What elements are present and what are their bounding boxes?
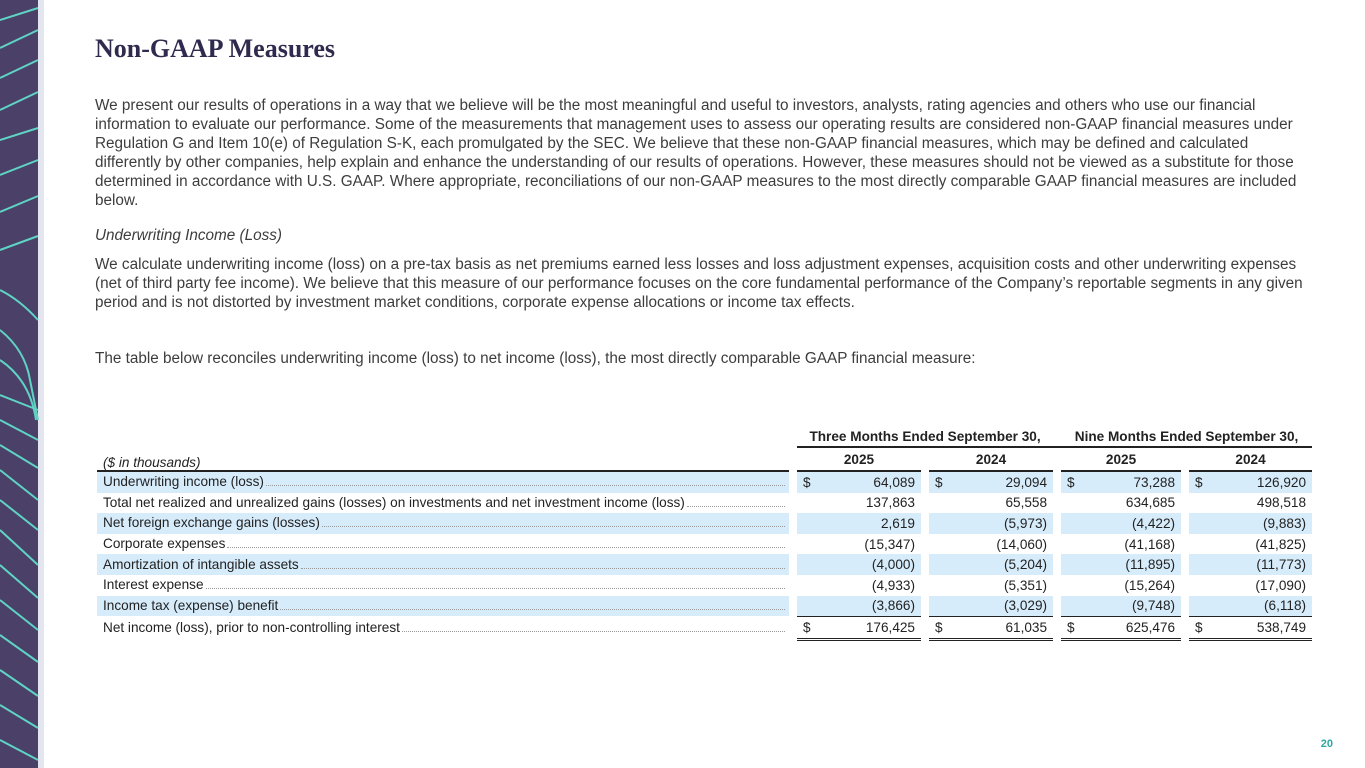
currency-symbol: $ <box>1189 616 1209 641</box>
value-cell: (6,118) <box>1209 596 1312 617</box>
row-label: Income tax (expense) benefit <box>103 597 279 613</box>
total-row <box>97 616 1312 641</box>
subheading: Underwriting Income (Loss) <box>95 227 283 244</box>
value-cell: (9,748) <box>1081 596 1181 617</box>
unit-label: ($ in thousands) <box>97 448 789 472</box>
reconciliation-table <box>97 426 1312 641</box>
value-cell: 2,619 <box>817 513 921 534</box>
year-header: 2024 <box>1189 448 1312 472</box>
value-cell: (11,773) <box>1209 554 1312 575</box>
value-cell: (41,168) <box>1124 536 1176 552</box>
value-cell: (3,029) <box>949 596 1053 617</box>
currency-symbol: $ <box>1189 472 1209 493</box>
table-row <box>97 493 1312 514</box>
nine-months-header: Nine Months Ended September 30, <box>1061 426 1312 448</box>
currency-symbol: $ <box>1061 472 1081 493</box>
value-cell: (41,825) <box>1255 536 1307 552</box>
decorative-sidebar-pattern <box>0 0 44 768</box>
table-row <box>97 575 1312 596</box>
value-cell: (5,204) <box>949 554 1053 575</box>
row-label: Underwriting income (loss) <box>103 474 264 490</box>
value-cell: (15,347) <box>864 536 915 552</box>
value-cell: (17,090) <box>1255 577 1307 593</box>
year-header: 2024 <box>929 448 1053 472</box>
currency-symbol: $ <box>797 472 817 493</box>
row-label: Corporate expenses <box>103 536 226 552</box>
currency-symbol: $ <box>1061 616 1081 641</box>
value-cell: (3,866) <box>817 596 921 617</box>
table-row <box>97 534 1312 555</box>
value-cell: 29,094 <box>949 472 1053 493</box>
value-cell: (9,883) <box>1209 513 1312 534</box>
value-cell: 137,863 <box>865 495 915 511</box>
currency-symbol: $ <box>797 616 817 641</box>
value-cell: (4,933) <box>871 577 915 593</box>
row-label: Total net realized and unrealized gains (losses) on investments and net investment income (loss) <box>103 494 685 510</box>
table-row <box>97 554 1312 575</box>
value-cell: 625,476 <box>1081 616 1181 641</box>
value-cell: (15,264) <box>1124 577 1176 593</box>
definition-paragraph: We calculate underwriting income (loss) on a pre-tax basis as net premiums earned less losses and loss adjustment expenses, acquisition costs and other underwriting expenses (net of third party fee income). We believe that this measure of our performance focuses on the core fundamental performance of the Company’s reportable segments in any given period and is not distorted by investment market conditions, corporate expense allocations or income tax effects. <box>95 256 1303 311</box>
value-cell: (5,973) <box>949 513 1053 534</box>
value-cell: (11,895) <box>1081 554 1181 575</box>
intro-paragraph: We present our results of operations in a way that we believe will be the most meaningful and useful to investors, analysts, rating agencies and others who use our financial information to evaluate our performance. Some of the measurements that management uses to assess our operating results are considered non-GAAP financial measures under Regulation G and Item 10(e) of Regulation S-K, each promulgated by the SEC. We believe that these non-GAAP financial measures, which may be defined and calculated differently by other companies, help explain and enhance the understanding of our results of operations. However, these measures should not be viewed as a substitute for those determined in accordance with U.S. GAAP. Where appropriate, reconciliations of our non-GAAP measures to the most directly comparable GAAP financial measures are included below. <box>95 97 1297 209</box>
value-cell: (14,060) <box>996 536 1048 552</box>
three-months-header: Three Months Ended September 30, <box>797 426 1053 448</box>
table-intro-paragraph: The table below reconciles underwriting income (loss) to net income (loss), the most directly comparable GAAP financial measure: <box>95 350 976 367</box>
value-cell: 73,288 <box>1081 472 1181 493</box>
page-title: Non-GAAP Measures <box>95 34 336 63</box>
page-number: 20 <box>1320 738 1333 750</box>
year-header: 2025 <box>1061 448 1181 472</box>
table-row <box>97 596 1312 617</box>
value-cell: 538,749 <box>1209 616 1312 641</box>
value-cell: 176,425 <box>817 616 921 641</box>
value-cell: (4,422) <box>1081 513 1181 534</box>
value-cell: 498,518 <box>1256 495 1307 511</box>
table-row <box>97 513 1312 534</box>
table-row <box>97 472 1312 493</box>
value-cell: 64,089 <box>817 472 921 493</box>
row-label: Amortization of intangible assets <box>103 556 299 572</box>
year-header: 2025 <box>797 448 921 472</box>
row-label: Interest expense <box>103 577 204 593</box>
value-cell: 65,558 <box>1005 495 1048 511</box>
value-cell: (4,000) <box>817 554 921 575</box>
currency-symbol: $ <box>929 616 949 641</box>
row-label: Net income (loss), prior to non-controlling interest <box>103 620 400 636</box>
value-cell: 634,685 <box>1125 495 1176 511</box>
value-cell: (5,351) <box>1003 577 1048 593</box>
row-label: Net foreign exchange gains (losses) <box>103 515 320 531</box>
currency-symbol: $ <box>929 472 949 493</box>
value-cell: 126,920 <box>1209 472 1312 493</box>
value-cell: 61,035 <box>949 616 1053 641</box>
